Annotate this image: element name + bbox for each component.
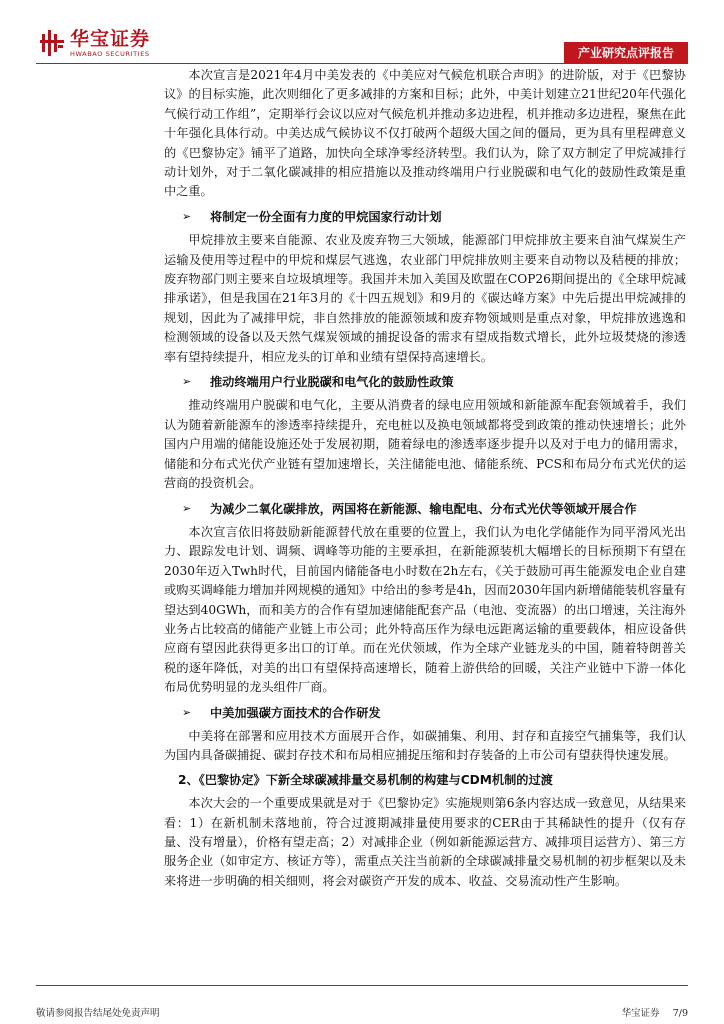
bullet-heading-carbon-tech xyxy=(182,703,686,722)
hwabao-logo-icon xyxy=(40,30,64,56)
footer-disclaimer: 敬请参阅报告结尾处免责声明 xyxy=(36,1008,160,1019)
bullet-heading-electrification xyxy=(182,372,686,391)
arrow-bullet-icon: ➢ xyxy=(182,210,192,224)
footer-divider xyxy=(36,985,688,986)
paragraph-methane: 甲烷排放主要来自能源、农业及废弃物三大领域，能源部门甲烷排放主要来自油气煤炭生产运输及使用等过程中的甲烷和煤层气逃逸，农业部门甲烷排放则主要来自动物以及秸梗的排放；废弃物部门则主要来自垃圾填埋等。我国并未加入美国及欧盟在COP26期间提出的《全球甲烷减排承诺》，但是我国在21年3月的《十四五规划》和9月的《碳达峰方案》中先后提出甲烷减排的规划，因此为了减排甲烷，非自然排放的能源领域和废弃物领域则是重点对象，甲烷排放逃逸和检测领域的设备以及天然气煤炭领域的捕捉设备的需求有望成指数式增长，此外垃圾焚烧的渗透率有望持续提升，相应龙头的订单和业绩有望保持高速增长。 xyxy=(164,233,686,364)
paragraph-new-energy: 本次宣言依旧将鼓励新能源替代放在重要的位置上，我们认为电化学储能作为同平滑风光出力、跟踪发电计划、调频、调峰等功能的主要承担，在新能源装机大幅增长的目标预期下有望在2030年迈入Twh时代，目前国内储能备电小时数在2h左右，《关于鼓励可再生能源发电企业自建或购买调峰能力增加并网规模的通知》中给出的参考是4h，因而2030年国内新增储能装机容量有望达到40GWh，而和美方的合作有望加速储能配套产品（电池、变流器）的出口增速，关注海外业务占比较高的储能产业链上市公司；此外特高压作为绿电远距离运输的重要载体，相应设备供应商有望因此获得更多出口的订单。而在光伏领域，作为全球产业链龙头的中国，随着特朗普关税的逐年降低，对美的出口有望保持高速增长，随着上游供给的回暖，关注产业链中下游一体化布局优势明显的龙头组件厂商。 xyxy=(164,524,686,695)
arrow-bullet-icon: ➢ xyxy=(182,705,192,719)
arrow-bullet-icon: ➢ xyxy=(182,501,192,515)
logo-chinese-name: 华宝证券 xyxy=(70,27,151,50)
page-number: 7/9 xyxy=(672,1008,688,1019)
report-type-tag: 产业研究点评报告 xyxy=(564,42,688,64)
company-logo xyxy=(40,28,150,58)
footer-brand: 华宝证券 xyxy=(621,1008,660,1019)
bullet-heading-text: 将制定一份全面有力度的甲烷国家行动计划 xyxy=(210,210,442,225)
paragraph-electrification: 推动终端用户脱碳和电气化，主要从消费者的绿电应用领域和新能源车配套领域着手，我们认为随着新能源车的渗透率持续提升，充电桩以及换电领域都将受到政策的推动快速增长；此外国内户用端的储能设施还处于发展初期，随着绿电的渗透率逐步提升以及对于电力的储用需求，储能和分布式光伏产业链有望加速增长，关注储能电池、储能系统、PCS和布局分布式光伏的运营商的投资机会。 xyxy=(164,398,686,491)
paragraph-carbon-market: 本次大会的一个重要成果就是对于《巴黎协定》实施规则第6条内容达成一致意见，从结果来看：1）在新机制未落地前，符合过渡期减排量使用要求的CER由于其稀缺性的提升（仅有存量、没有增量），价格有望走高；2）对减排企业（例如新能源运营方、减排项目运营方）、第三方服务企业（如审定方、核证方等），需重点关注当前新的全球碳减排量交易机制的初步框架以及未来将进一步明确的相关细则，将会对碳资产开发的成本、收益、交易流动性产生影响。 xyxy=(164,796,686,888)
bullet-heading-text: 推动终端用户行业脱碳和电气化的鼓励性政策 xyxy=(210,375,454,390)
footer-page-info xyxy=(622,1005,688,1019)
logo-english-name: HWABAO SECURITIES xyxy=(70,49,150,58)
bullet-heading-text: 中美加强碳方面技术的合作研发 xyxy=(210,705,381,720)
paragraph-carbon-tech: 中美将在部署和应用技术方面展开合作，如碳捕集、利用、封存和直接空气捕集等，我们认为国内具备碳捕捉、碳封存技术和布局相应捕捉压缩和封存装备的上市公司有望获得快速发展。 xyxy=(164,728,686,763)
section-heading-paris-agreement: 2、《巴黎协定》下新全球碳减排量交易机制的构建与CDM机制的过渡 xyxy=(178,772,553,787)
bullet-heading-text: 为减少二氧化碳排放，两国将在新能源、输电配电、分布式光伏等领域开展合作 xyxy=(210,501,637,516)
arrow-bullet-icon: ➢ xyxy=(182,375,192,389)
header-divider xyxy=(36,63,688,64)
paragraph-intro: 本次宣言是2021年4月中美发表的《中美应对气候危机联合声明》的进阶版，对于《巴黎协议》的目标实施，此次则细化了更多减排的方案和目标；此外，中美计划建立21世纪20年代强化气候行动工作组”，定期举行会议以应对气候危机并推动多边进程，机并推动多边进程，聚焦在此十年强化具体行动。中美达成气候协议不仅打破两个超级大国之间的僵局，更为具有里程碑意义的《巴黎协定》铺平了道路，加快向全球净零经济转型。我们认为，除了双方制定了甲烷减排行动计划外，对于二氧化碳减排的相应措施以及推动终端用户行业脱碳和电气化的鼓励性政策是重中之重。 xyxy=(164,68,686,199)
page-header xyxy=(0,0,724,62)
bullet-heading-cooperation xyxy=(182,499,686,518)
bullet-heading-methane xyxy=(182,207,686,226)
report-body xyxy=(164,66,686,895)
